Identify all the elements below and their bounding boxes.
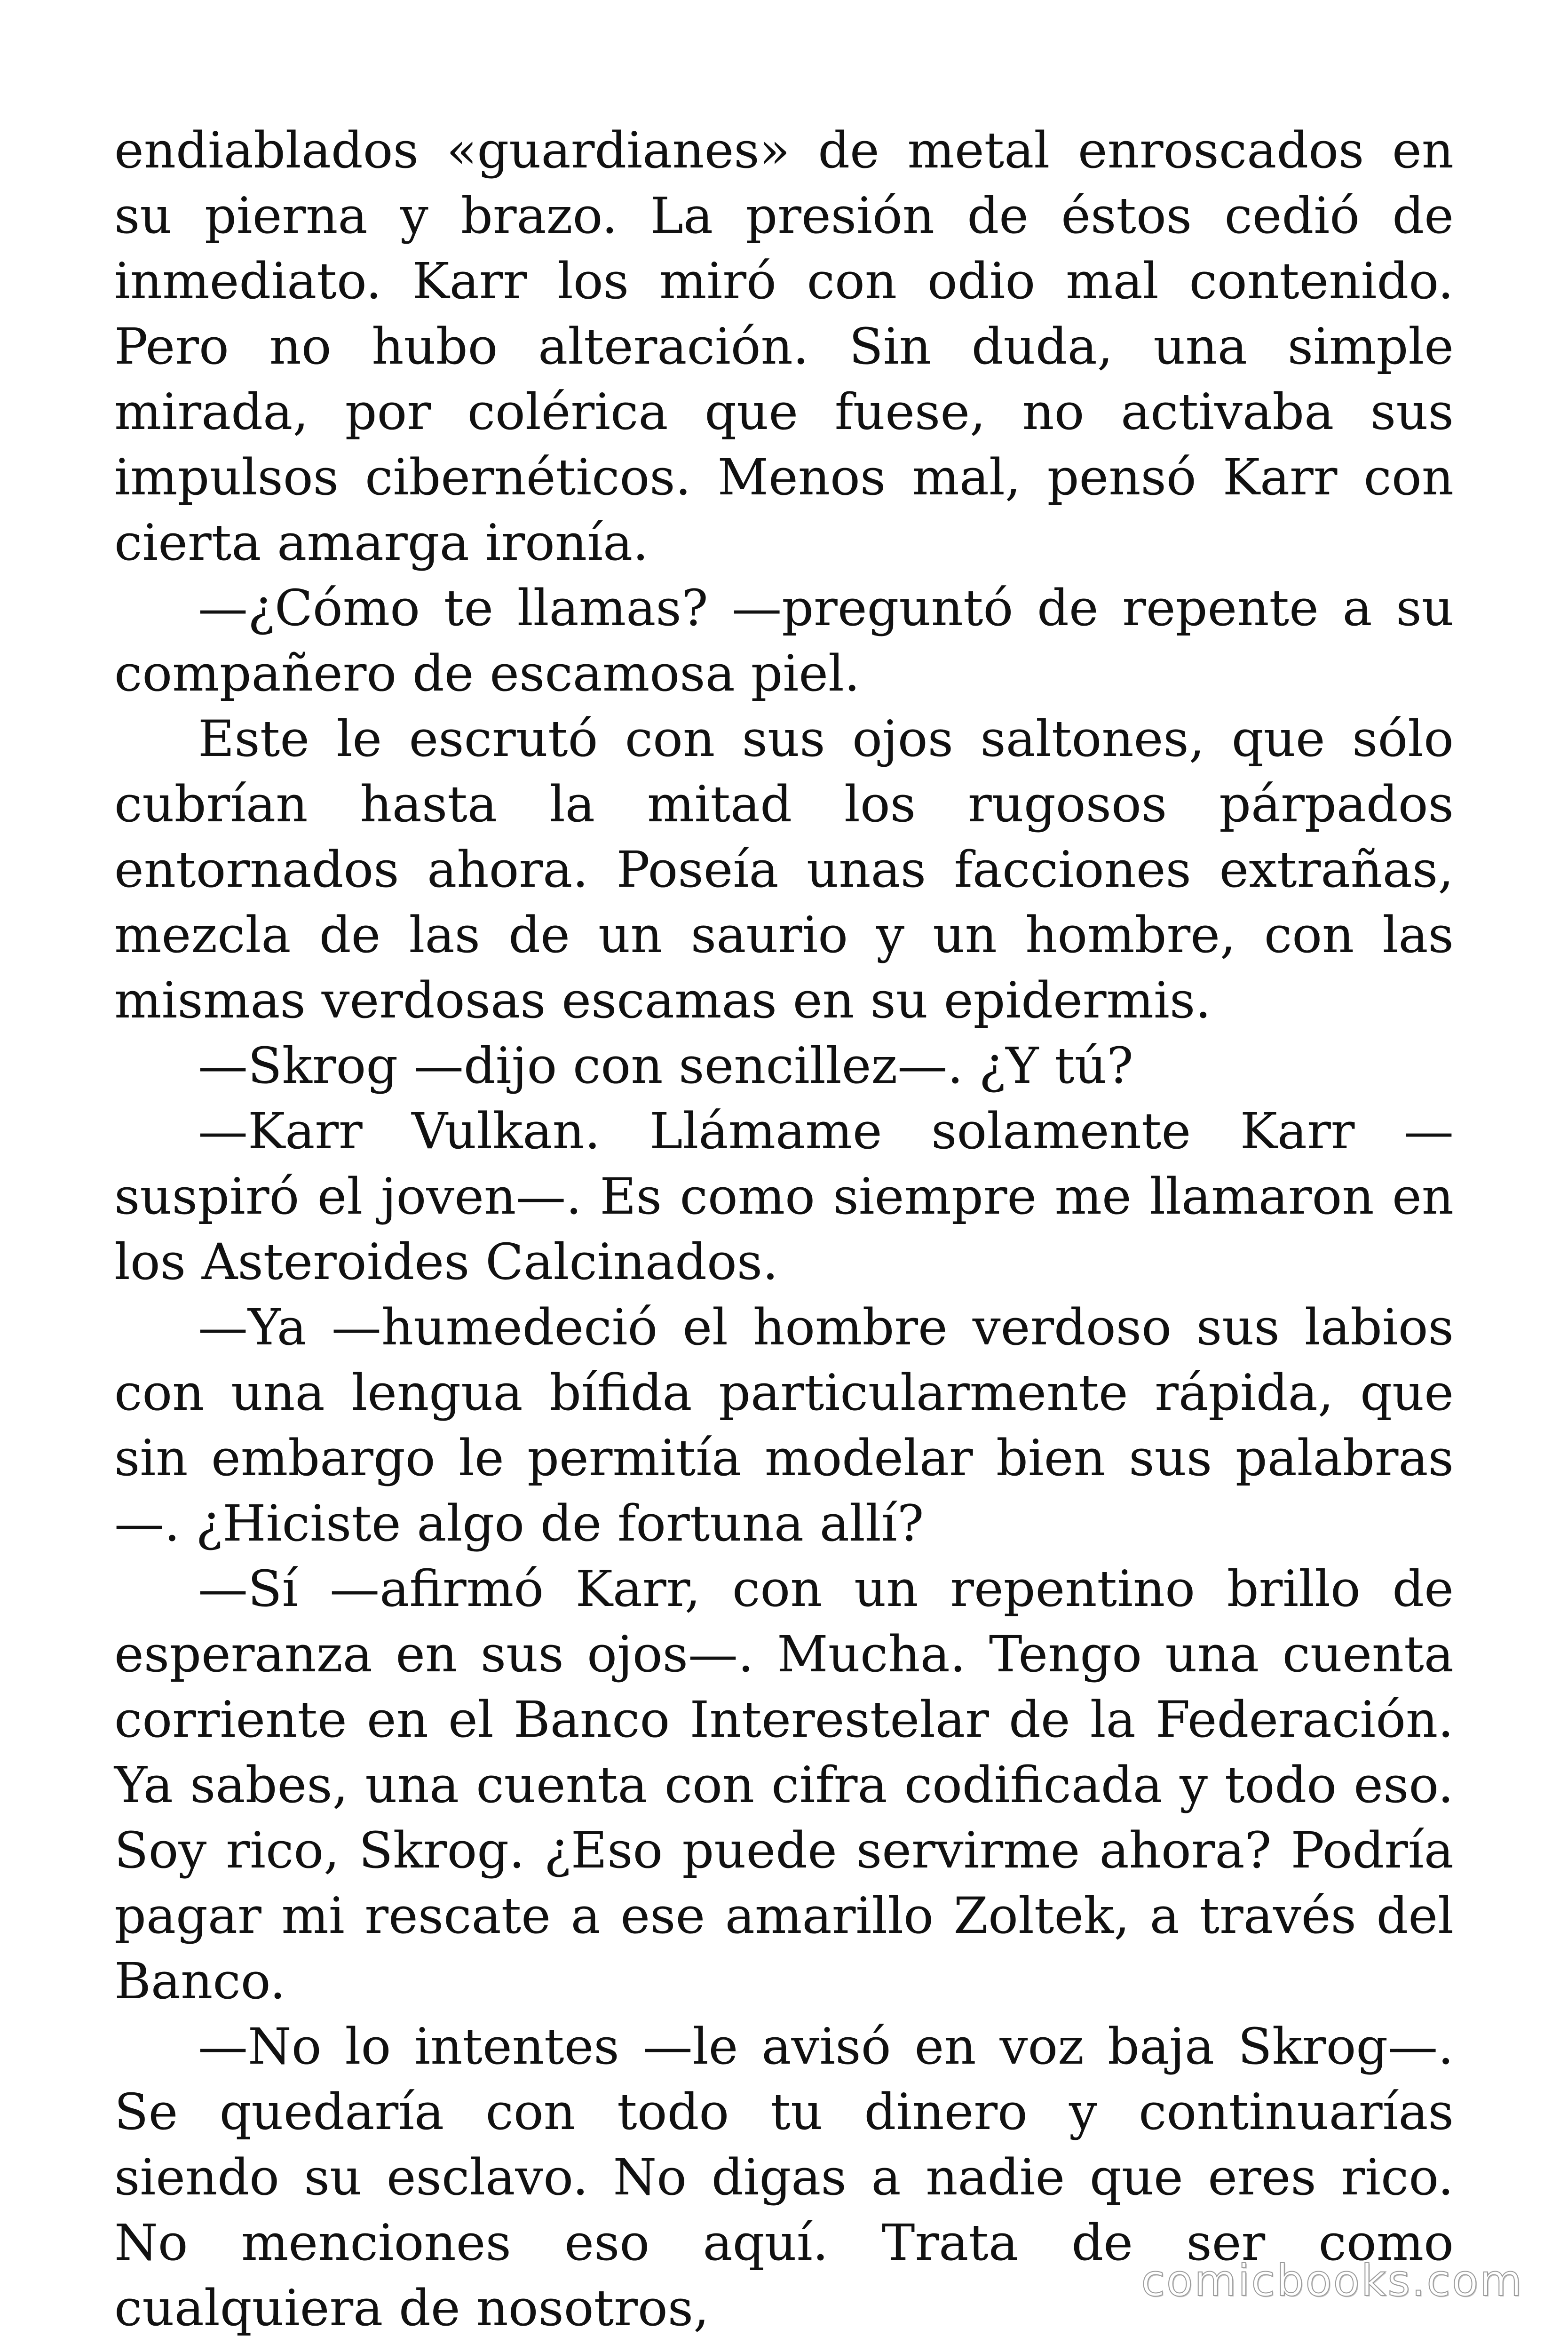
paragraph: Este le escrutó con sus ojos saltones, que sólo cubrían hasta la mitad los rugosos párpados entornados ahora. Poseía unas facciones extrañas, mezcla de las de un saurio y un hombre, con las mismas verdosas escamas en su epidermis.	[114, 710, 1454, 1029]
site-watermark: comicbooks.com	[1141, 2256, 1523, 2306]
book-page-text	[114, 118, 1454, 2341]
paragraph-continuation: endiablados «guardianes» de metal enroscados en su pierna y brazo. La presión de éstos cedió de inmediato. Karr los miró con odio mal contenido. Pero no hubo alteración. Sin duda, una simple mirada, por colérica que fuese, no activaba sus impulsos cibernéticos. Menos mal, pensó Karr con cierta amarga ironía.	[114, 121, 1454, 572]
paragraph: —No lo intentes —le avisó en voz baja Skrog—. Se quedaría con todo tu dinero y continuarías siendo su esclavo. No digas a nadie que eres rico. No menciones eso aquí. Trata de ser como cualquiera de nosotros,	[114, 2018, 1454, 2337]
paragraph: —Skrog —dijo con sencillez—. ¿Y tú?	[198, 1037, 1133, 1095]
paragraph: —Ya —humedeció el hombre verdoso sus labios con una lengua bífida particularmente rápida, que sin embargo le permitía modelar bien sus palabras—. ¿Hiciste algo de fortuna allí?	[114, 1298, 1454, 1552]
paragraph: —Karr Vulkan. Llámame solamente Karr —suspiró el joven—. Es como siempre me llamaron en los Asteroides Calcinados.	[114, 1102, 1454, 1291]
paragraph: —Sí —afirmó Karr, con un repentino brillo de esperanza en sus ojos—. Mucha. Tengo una cuenta corriente en el Banco Interestelar de la Federación. Ya sabes, una cuenta con cifra codificada y todo eso. Soy rico, Skrog. ¿Eso puede servirme ahora? Podría pagar mi rescate a ese amarillo Zoltek, a través del Banco.	[114, 1560, 1454, 2010]
paragraph: —¿Cómo te llamas? —preguntó de repente a su compañero de escamosa piel.	[114, 579, 1454, 702]
